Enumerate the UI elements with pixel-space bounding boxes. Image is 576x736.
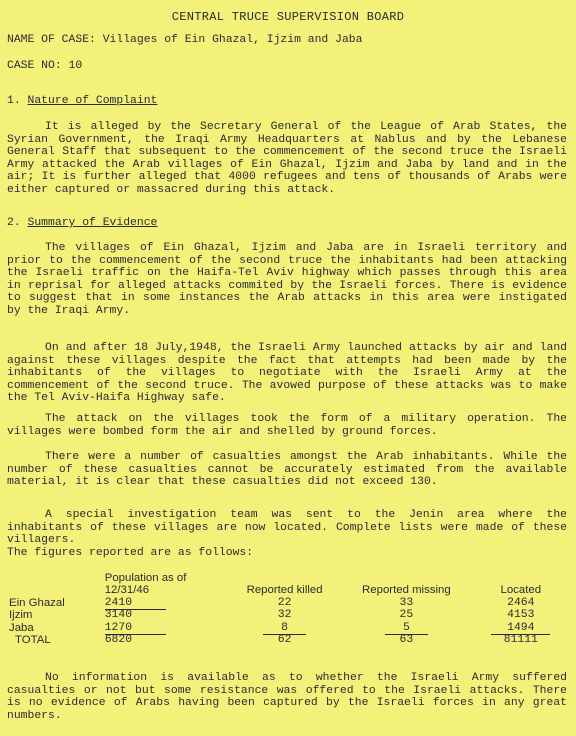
nature-paragraph: It is alleged by the Secretary General of the League of Arab States, the Syrian Government, the Iraqi Army Headquarters at Nablus and by the Lebanese General Staff that subsequent to the commencement of the second truce the Israeli Army attacked the Arab villages of Ein Ghazal, Ijzim and Jaba by land and in the air; It is further alleged that 4000 refugees and tens of thousands of Arabs were either captured or massacred during this attack. (7, 121, 567, 196)
section-2-number: 2. (7, 217, 21, 229)
table-total-row (7, 634, 570, 646)
population-number: 1270 (105, 622, 166, 635)
killed-value: 22 (277, 596, 292, 609)
figures-intro: The figures reported are as follows: (7, 547, 254, 559)
total-killed: 62 (277, 634, 292, 647)
located-value: 4153 (507, 609, 535, 622)
table-row (7, 597, 570, 609)
total-label: TOTAL (15, 634, 51, 647)
section-2-heading (7, 217, 157, 229)
case-number: CASE NO: 10 (7, 60, 83, 72)
section-1-number: 1. (7, 95, 21, 107)
document-title: CENTRAL TRUCE SUPERVISION BOARD (171, 10, 405, 24)
killed-number: 8 (263, 622, 306, 635)
summary-paragraph-1: The villages of Ein Ghazal, Ijzim and Jaba are in Israeli territory and prior to the commencement of the second truce the inhabitants had been attacking the Israeli traffic on the Haifa-Tel Aviv highway which passes through this area in reprisal for alleged attacks commited by the Israeli forces. There is evidence to suggest that in some instances the Arab attacks in this area were instigated by the Iraqi Army. (7, 242, 567, 317)
closing-paragraph: No information is available as to whether the Israeli Army suffered casualties or not but some resistance was offered to the Israeli attacks. There is no evidence of Arabs having been captured by the Israeli forces in any great numbers. (7, 672, 567, 722)
missing-value: 25 (399, 609, 414, 622)
summary-paragraph-5: A special investigation team was sent to the Jenin area where the inhabitants of these villages are now located. Complete lists were made of these villagers. (7, 509, 567, 547)
population-column-header: Population as of 12/31/46 (104, 572, 187, 597)
village-column-header (7, 572, 103, 597)
total-missing: 63 (399, 634, 414, 647)
located-value: 2464 (507, 596, 535, 609)
casualty-table (7, 572, 570, 646)
table-row (7, 622, 570, 634)
section-2-title: Summary of Evidence (27, 217, 158, 229)
killed-value: 32 (277, 609, 292, 622)
killed-column-header: Reported killed (246, 584, 323, 597)
name-of-case: NAME OF CASE: Villages of Ein Ghazal, Ijzim and Jaba (7, 34, 363, 46)
located-column-header: Located (500, 584, 542, 597)
summary-paragraph-3: The attack on the villages took the form of a military operation. The villages were bombed form the air and shelled by ground forces. (7, 413, 567, 438)
village-name: Jaba (9, 621, 34, 634)
total-located: 81111 (503, 634, 538, 647)
summary-paragraph-2: On and after 18 July,1948, the Israeli Army launched attacks by air and land against these villages despite the fact that attempts had been made by the inhabitants of the villages to negotiate with the Israeli Army at the commencement of the second truce. The avowed purpose of these attacks was to make the Tel Aviv-Haifa Highway safe. (7, 342, 567, 405)
village-name: Ein Ghazal (9, 596, 65, 609)
population-value (103, 622, 228, 634)
population-number: 2410 (105, 597, 166, 610)
missing-number: 5 (385, 622, 428, 635)
missing-column-header: Reported missing (362, 584, 451, 597)
summary-paragraph-4: There were a number of casualties amongst the Arab inhabitants. While the number of these casualties cannot be accurately estimated from the available material, it is clear that these casualties did not exceed 130. (7, 451, 567, 489)
section-1-heading (7, 95, 157, 107)
population-value (103, 597, 228, 609)
table-row (7, 609, 570, 621)
village-name: Ijzim (9, 609, 33, 622)
missing-value: 33 (399, 596, 414, 609)
section-1-title: Nature of Complaint (27, 95, 158, 107)
missing-value (341, 622, 471, 634)
total-population: 6820 (104, 634, 133, 647)
located-number: 1494 (491, 622, 550, 635)
located-value (472, 622, 570, 634)
killed-value (228, 622, 341, 634)
table-header-row (7, 572, 570, 597)
population-value: 3140 (104, 609, 133, 622)
